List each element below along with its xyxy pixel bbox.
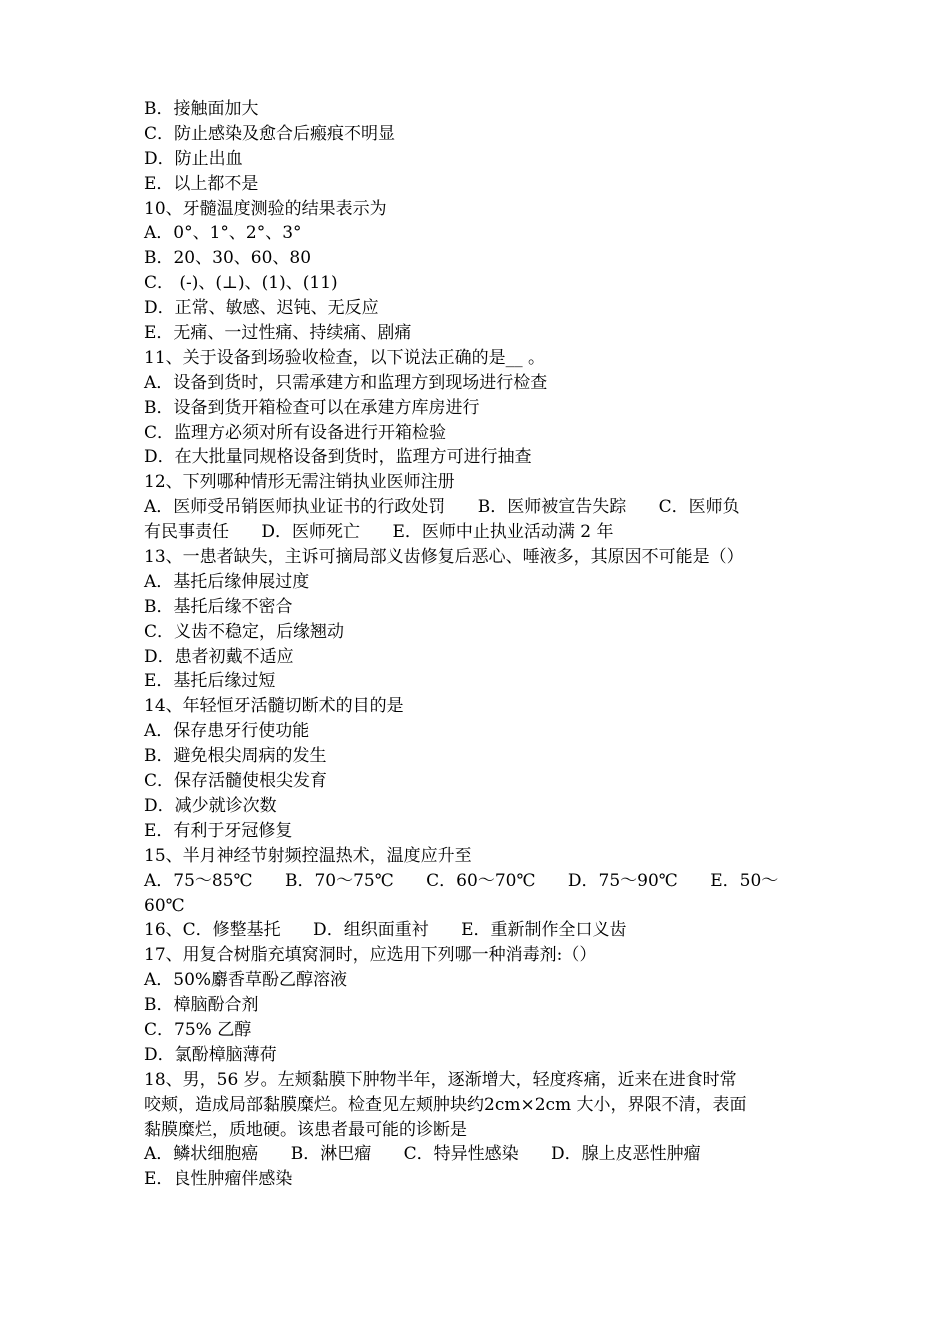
option-line: D．正常、敏感、迟钝、无反应 (144, 298, 379, 319)
question-line: 17、用复合树脂充填窝洞时，应选用下列哪一种消毒剂:（） (144, 945, 597, 966)
question-line: 13、一患者缺失，主诉可摘局部义齿修复后恶心、唾液多，其原因不可能是（） (144, 547, 744, 568)
option-line: 有民事责任 D．医师死亡 E．医师中止执业活动满 2 年 (144, 522, 614, 543)
question-line: 14、年轻恒牙活髓切断术的目的是 (144, 696, 404, 717)
option-line: E．良性肿瘤伴感染 (144, 1169, 293, 1190)
option-line: B．接触面加大 (144, 99, 259, 119)
option-line: D．患者初戴不适应 (144, 646, 294, 667)
option-line: D．减少就诊次数 (144, 795, 277, 816)
option-line: A．医师受吊销医师执业证书的行政处罚 B．医师被宣告失踪 C．医师负 (144, 497, 740, 518)
option-line: B．樟脑酚合剂 (144, 995, 259, 1016)
option-line: A．基托后缘伸展过度 (144, 571, 310, 592)
option-line: D．防止出血 (144, 148, 243, 169)
question-line: 11、关于设备到场验收检查，以下说法正确的是__ 。 (144, 347, 546, 368)
question-line: 12、下列哪种情形无需注销执业医师注册 (144, 472, 455, 493)
option-line: E．基托后缘过短 (144, 671, 276, 692)
option-line: A．鳞状细胞癌 B．淋巴瘤 C．特异性感染 D．腺上皮恶性肿瘤 (144, 1144, 701, 1165)
option-line: C．保存活髓使根尖发育 (144, 771, 328, 792)
option-line: B．基托后缘不密合 (144, 596, 293, 617)
option-line: C．防止感染及愈合后瘢痕不明显 (144, 123, 396, 144)
option-line: D．氯酚樟脑薄荷 (144, 1044, 277, 1065)
option-line: E．以上都不是 (144, 173, 259, 194)
option-line: A．50%麝香草酚乙醇溶液 (144, 970, 348, 991)
question-line: 18、男，56 岁。左颊黏膜下肿物半年，逐渐增大，轻度疼痛，近来在进食时常 (144, 1069, 737, 1090)
question-line: 咬颊，造成局部黏膜糜烂。检查见左颊肿块约2cm×2cm 大小，界限不清，表面 (144, 1094, 747, 1115)
option-line: E．有利于牙冠修复 (144, 820, 293, 841)
option-line: A．0°、1°、2°、3° (144, 223, 302, 244)
question-line: 10、牙髓温度测验的结果表示为 (144, 198, 387, 219)
option-line: C．75% 乙醇 (144, 1019, 252, 1040)
option-line: 60℃ (144, 895, 185, 916)
option-line: C．义齿不稳定，后缘翘动 (144, 621, 345, 642)
document-body (144, 97, 814, 1192)
option-line: B．设备到货开箱检查可以在承建方库房进行 (144, 397, 480, 418)
option-line: D．在大批量同规格设备到货时，监理方可进行抽查 (144, 447, 532, 468)
question-line: 15、半月神经节射频控温热术，温度应升至 (144, 845, 472, 866)
option-line: E．无痛、一过性痛、持续痛、剧痛 (144, 323, 412, 344)
option-line: A．保存患牙行使功能 (144, 721, 310, 742)
question-line: 黏膜糜烂，质地硬。该患者最可能的诊断是 (144, 1119, 467, 1140)
option-line: C．监理方必须对所有设备进行开箱检验 (144, 422, 447, 443)
option-line: A．设备到货时，只需承建方和监理方到现场进行检查 (144, 372, 548, 393)
option-line: C． (-)、(⊥)、(1)、(11) (144, 273, 338, 294)
option-line: B．避免根尖周病的发生 (144, 746, 327, 767)
option-line: B．20、30、60、80 (144, 248, 312, 269)
option-line: A．75～85℃ B．70～75℃ C．60～70℃ D．75～90℃ E．50～ (144, 870, 779, 891)
question-line: 16、C．修整基托 D．组织面重衬 E．重新制作全口义齿 (144, 920, 627, 941)
